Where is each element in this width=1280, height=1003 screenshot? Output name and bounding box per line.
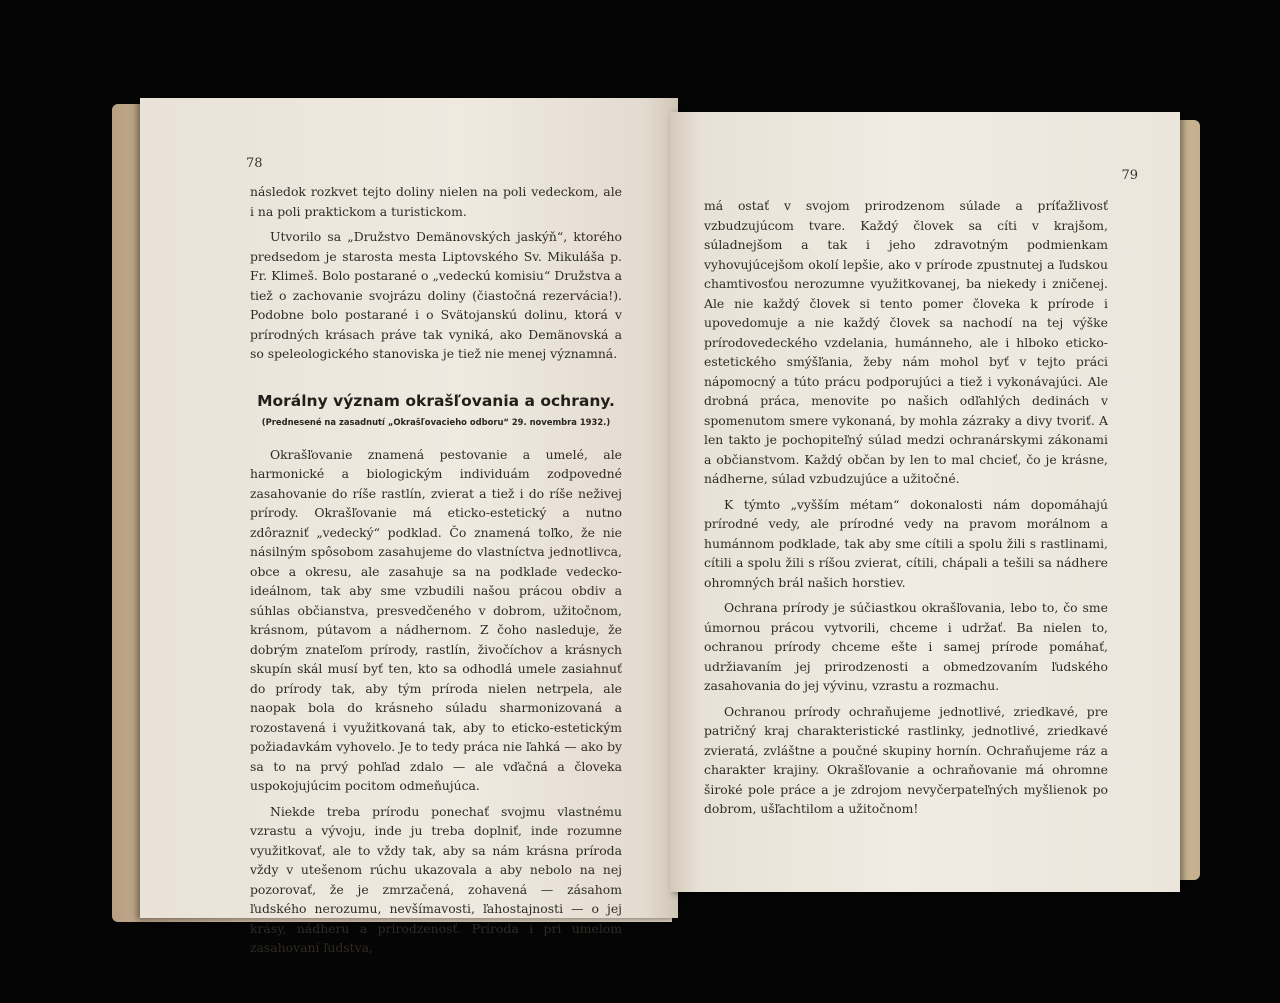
page-number-left: 78 (246, 156, 263, 171)
open-book (112, 84, 1200, 955)
right-page-text (704, 196, 1108, 825)
paragraph: Ochranou prírody ochraňujeme jednotlivé, zriedkavé, pre patričný kraj charakteristické rastlinky, jednotlivé, zriedkavé zvieratá, zvláštne a poučné skupiny hornín. Ochraňujeme ráz a charakter krajiny. Okrašľovanie a ochraňovanie má ohromne široké pole práce a je zdrojom nevyčerpateľných myšlienok po dobrom, ušľachtilom a užitočnom! (704, 703, 1108, 816)
paragraph: má ostať v svojom prirodzenom súlade a príťažlivosť vzbudzujúcom tvare. Každý človek sa cíti v krajšom, súladnejšom a tak i jeho zdravotným podmienkam vyhovujúcejšom okolí lepšie, ako v prírode zpustnutej a ľudskou chamtivosťou nerozumne využitkovanej, ba niekedy i zničenej. Ale nie každý človek si tento pomer človeka k prírode i upovedomuje a nie každý človek sa nachodí na tej výške prírodovedeckého vzdelania, humánneho, ale i hlboko eticko-estetického smýšľania, žeby nám mohol byť v tejto práci nápomocný a túto prácu podporujúci a tiež i vykonávajúci. Ale drobná práca, menovite po našich odľahlých dedinách v spomenutom smere vykonaná, by mohla zázraky a divy tvoriť. A len takto je pochopiteľný súlad medzi ochranárskymi zákonami a občianstvom. Každý občan by len to mal chcieť, čo je krásne, nádherne, súlad vzbudzujúce a užitočné. (704, 198, 1108, 486)
left-page (140, 98, 678, 955)
paragraph: K týmto „vyšším métam“ dokonalosti nám dopomáhajú prírodné vedy, ale prírodné vedy na pravom morálnom a humánnom podklade, tak aby sme cítili a spolu žili s rastlinami, cítili a spolu žili s ríšou zvierat, cítili, chápali a tešili sa nádhere ohromných brál našich horstiev. (704, 496, 1108, 590)
right-page (670, 112, 1180, 892)
paragraph: Ochrana prírody je súčiastkou okrašľovania, lebo to, čo sme úmornou prácou vytvorili, chceme i udržať. Ba nielen to, ochranou prírody chceme ešte i samej prírode pomáhať, udržiavaním jej prirodzenosti a obmedzovaním ľudského zasahovania do jej vývinu, vzrastu a rozmachu. (704, 600, 1108, 693)
paragraph: Niekde treba prírodu ponechať svojmu vlastnému vzrastu a vývoju, inde ju treba doplniť, inde rozumne využitkovať, ale to vždy tak, aby sa nám krásna príroda vždy v utešenom rúchu ukazovala a aby nebolo na nej pozorovať, že je zmrzačená, zohavená — zásahom ľudského nerozumu, nevšímavosti, ľahostajnosti — o jej krásy, nádheru a prirodzenosť. Príroda i pri umelom zasahovaní ľudstva, (250, 803, 622, 955)
paragraph: Okrašľovanie znamená pestovanie a umelé, ale harmonické a biologickým individuám zodpovedné zasahovanie do ríše rastlín, zvierat a tiež i do ríše neživej prírody. Okrašľovanie má eticko-estetický a nutno zdôrazniť „vedecký“ podklad. Čo znamená toľko, že nie násilným spôsobom zasahujeme do vlastníctva jednotlivca, obce a okresu, ale zasahuje sa na podklade vedecko-ideálnom, tak aby sme vzbudili našou prácou obdiv a súhlas občianstva, presvedčeného v dobrom, užitočnom, krásnom, pútavom a nádhernom. Z čoho nasleduje, že dobrým znateľom prírody, rastlín, živočíchov a krásnych skupín skál musí byť ten, kto sa odhodlá umele zasiahnuť do prírody tak, aby tým príroda nielen netrpela, ale naopak bola do krásneho súladu sharmonizovaná a rozostavená i využitkovaná tak, aby to eticko-estetickým požiadavkám vyhovelo. Je to tedy práca nie ľahká — ako by sa to na prvý pohľad zdalo — ale vďačná a človeka uspokojujúcim pocitom odmeňujúca. (250, 446, 622, 793)
left-page-text (250, 182, 622, 964)
paragraph: Utvorilo sa „Družstvo Demänovských jaskýň“, ktorého predsedom je starosta mesta Liptovského Sv. Mikuláša p. Fr. Klimeš. Bolo postarané o „vedeckú komisiu“ Družstva a tiež o zachovanie svojrázu doliny (čiastočná rezervácia!). Podobne bolo postarané i o Svätojanskú dolinu, ktorá v prírodných krásach práve tak vyniká, ako Demänovská a so speleologického stanoviska je tiež nie menej významná. (250, 229, 622, 361)
section-subheading: (Prednesené na zasadnutí „Okrašľovacieho odboru“ 29. novembra 1932.) (261, 417, 611, 427)
page-number-right: 79 (1121, 168, 1138, 183)
paragraph: následok rozkvet tejto doliny nielen na poli vedeckom, ale i na poli praktickom a turistickom. (250, 184, 622, 219)
section-heading: Morálny význam okrašľovania a ochrany. (257, 391, 615, 410)
